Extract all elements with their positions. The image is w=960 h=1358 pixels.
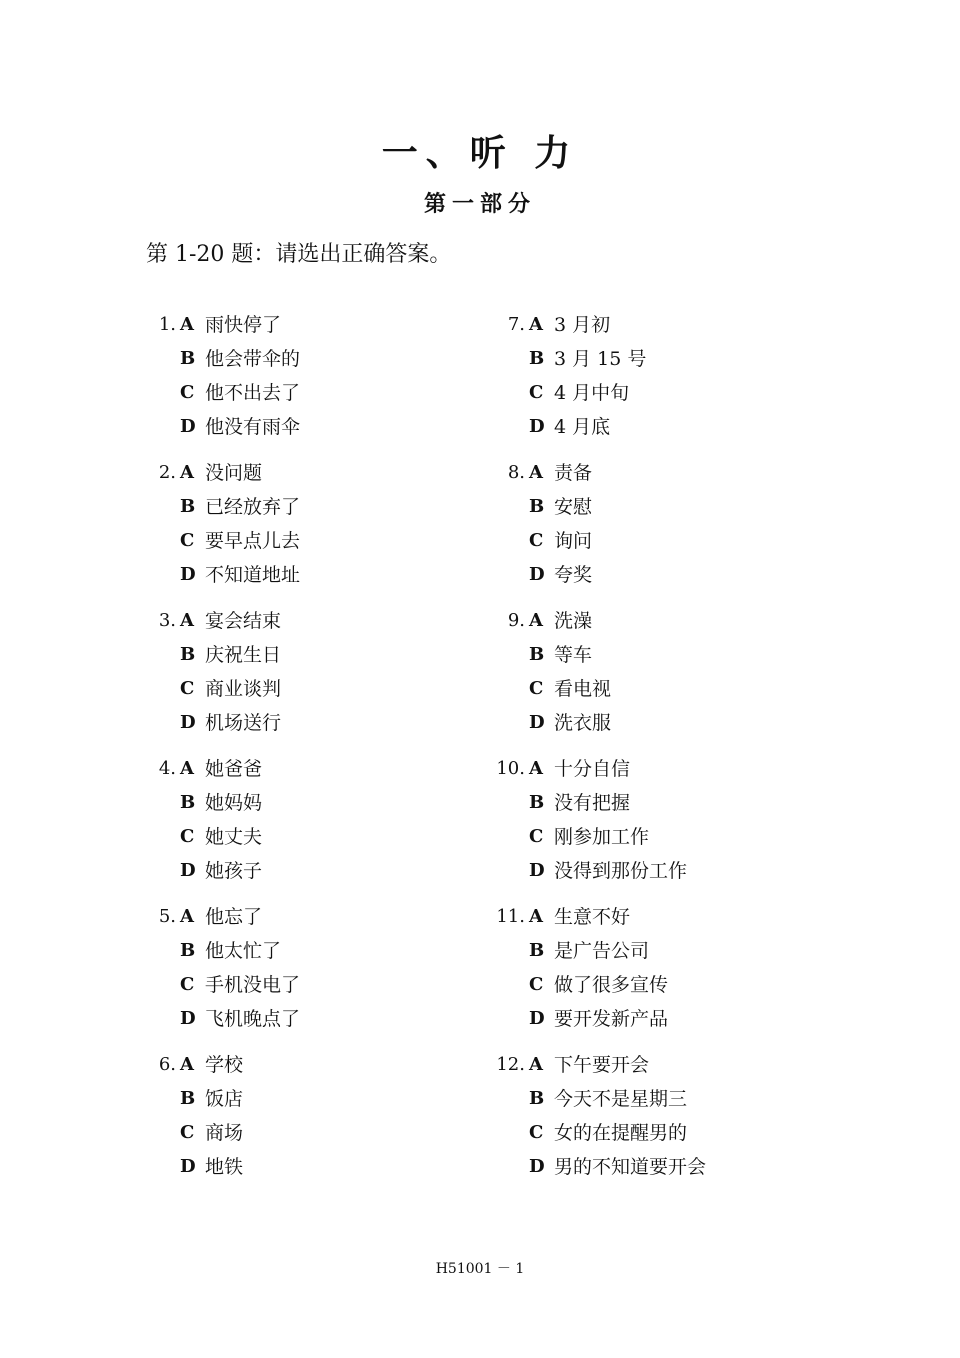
option-text: 他不出去了	[205, 382, 301, 404]
option-a[interactable]	[130, 900, 450, 934]
option-letter: C	[180, 974, 195, 995]
option-letter: D	[529, 1008, 545, 1029]
option-text: 地铁	[205, 1156, 244, 1178]
option-c[interactable]	[479, 376, 799, 410]
option-b[interactable]	[130, 934, 450, 968]
option-d[interactable]	[479, 410, 799, 444]
option-b[interactable]	[479, 638, 799, 672]
option-c[interactable]	[479, 968, 799, 1002]
option-d[interactable]	[130, 558, 450, 592]
questions-left-column	[130, 308, 450, 1196]
option-letter: C	[529, 826, 544, 847]
option-letter: C	[180, 826, 195, 847]
question-8	[479, 456, 799, 604]
option-a[interactable]	[479, 308, 799, 342]
option-c[interactable]	[130, 968, 450, 1002]
option-text: 没得到那份工作	[554, 860, 688, 882]
option-letter: C	[180, 530, 195, 551]
option-a[interactable]	[130, 604, 450, 638]
option-letter: B	[529, 1088, 545, 1109]
option-letter: D	[180, 564, 196, 585]
option-letter: B	[180, 496, 196, 517]
option-a[interactable]	[479, 1048, 799, 1082]
option-text: 洗澡	[554, 610, 593, 632]
option-letter: B	[180, 1088, 196, 1109]
option-text: 要开发新产品	[554, 1008, 669, 1030]
option-letter: B	[180, 644, 196, 665]
option-a[interactable]	[130, 456, 450, 490]
question-4	[130, 752, 450, 900]
option-a[interactable]	[479, 900, 799, 934]
option-d[interactable]	[130, 854, 450, 888]
option-d[interactable]	[479, 558, 799, 592]
option-a[interactable]	[130, 1048, 450, 1082]
option-letter: A	[180, 610, 194, 631]
option-letter: A	[180, 758, 194, 779]
option-d[interactable]	[130, 706, 450, 740]
option-letter: A	[180, 462, 194, 483]
option-text: 3 月 15 号	[554, 348, 647, 370]
option-text: 夸奖	[554, 564, 593, 586]
option-letter: B	[529, 940, 545, 961]
option-b[interactable]	[130, 786, 450, 820]
option-c[interactable]	[479, 820, 799, 854]
option-letter: B	[180, 348, 196, 369]
option-letter: D	[529, 564, 545, 585]
option-letter: C	[180, 382, 195, 403]
question-number: 2.	[158, 462, 176, 483]
option-d[interactable]	[479, 1150, 799, 1184]
option-letter: D	[529, 1156, 545, 1177]
option-text: 十分自信	[554, 758, 631, 780]
option-letter: B	[180, 792, 196, 813]
option-text: 已经放弃了	[205, 496, 301, 518]
question-number: 7.	[507, 314, 525, 335]
option-text: 饭店	[205, 1088, 244, 1110]
option-b[interactable]	[479, 934, 799, 968]
question-5	[130, 900, 450, 1048]
option-text: 机场送行	[205, 712, 282, 734]
question-number: 10.	[496, 758, 525, 779]
option-letter: A	[529, 1054, 543, 1075]
option-d[interactable]	[130, 410, 450, 444]
question-11	[479, 900, 799, 1048]
option-letter: B	[529, 792, 545, 813]
option-text: 女的在提醒男的	[554, 1122, 688, 1144]
option-d[interactable]	[130, 1002, 450, 1036]
question-number: 8.	[507, 462, 525, 483]
option-b[interactable]	[130, 342, 450, 376]
option-c[interactable]	[130, 820, 450, 854]
question-7	[479, 308, 799, 456]
option-text: 刚参加工作	[554, 826, 650, 848]
option-c[interactable]	[130, 376, 450, 410]
option-letter: B	[529, 496, 545, 517]
option-letter: C	[529, 382, 544, 403]
option-a[interactable]	[479, 604, 799, 638]
option-text: 庆祝生日	[205, 644, 282, 666]
option-text: 做了很多宣传	[554, 974, 669, 996]
option-d[interactable]	[479, 1002, 799, 1036]
option-text: 责备	[554, 462, 593, 484]
option-text: 生意不好	[554, 906, 631, 928]
option-text: 安慰	[554, 496, 593, 518]
option-b[interactable]	[479, 786, 799, 820]
option-text: 要早点儿去	[205, 530, 301, 552]
option-c[interactable]	[479, 672, 799, 706]
option-letter: A	[180, 314, 194, 335]
option-text: 没有把握	[554, 792, 631, 814]
option-b[interactable]	[479, 1082, 799, 1116]
question-number: 6.	[158, 1054, 176, 1075]
option-text: 洗衣服	[554, 712, 612, 734]
option-a[interactable]	[130, 308, 450, 342]
page-footer: H51001 － 1	[435, 1261, 525, 1277]
option-text: 今天不是星期三	[554, 1088, 688, 1110]
question-number: 12.	[496, 1054, 525, 1075]
option-b[interactable]	[479, 490, 799, 524]
question-number: 5.	[158, 906, 176, 927]
option-letter: D	[529, 712, 545, 733]
option-letter: D	[180, 712, 196, 733]
option-letter: C	[529, 678, 544, 699]
option-text: 他没有雨伞	[205, 416, 301, 438]
option-letter: C	[529, 974, 544, 995]
option-text: 等车	[554, 644, 593, 666]
instruction: 第 1-20 题：请选出正确答案。	[146, 242, 452, 267]
option-letter: B	[529, 644, 545, 665]
option-letter: A	[529, 610, 543, 631]
option-text: 手机没电了	[205, 974, 301, 996]
option-letter: A	[180, 906, 194, 927]
option-letter: C	[529, 1122, 544, 1143]
question-1	[130, 308, 450, 456]
option-text: 询问	[554, 530, 593, 552]
option-text: 他忘了	[205, 906, 263, 928]
question-10	[479, 752, 799, 900]
option-text: 4 月中旬	[554, 382, 630, 404]
question-9	[479, 604, 799, 752]
option-text: 商业谈判	[205, 678, 282, 700]
option-text: 宴会结束	[205, 610, 282, 632]
question-number: 4.	[158, 758, 176, 779]
option-text: 下午要开会	[554, 1054, 650, 1076]
option-c[interactable]	[130, 524, 450, 558]
option-c[interactable]	[479, 524, 799, 558]
option-text: 她爸爸	[205, 758, 263, 780]
option-c[interactable]	[130, 1116, 450, 1150]
option-d[interactable]	[479, 706, 799, 740]
option-text: 他太忙了	[205, 940, 282, 962]
option-b[interactable]	[130, 1082, 450, 1116]
part-title: 第一部分	[423, 191, 536, 217]
option-text: 是广告公司	[554, 940, 650, 962]
question-number: 1.	[158, 314, 176, 335]
option-text: 4 月底	[554, 416, 611, 438]
question-6	[130, 1048, 450, 1196]
option-c[interactable]	[130, 672, 450, 706]
section-title: 一、听 力	[381, 132, 579, 174]
option-letter: A	[529, 462, 543, 483]
option-text: 他会带伞的	[205, 348, 301, 370]
option-c[interactable]	[479, 1116, 799, 1150]
option-letter: D	[180, 860, 196, 881]
option-letter: D	[180, 1156, 196, 1177]
option-b[interactable]	[130, 490, 450, 524]
option-text: 商场	[205, 1122, 244, 1144]
option-a[interactable]	[130, 752, 450, 786]
option-text: 男的不知道要开会	[554, 1156, 707, 1178]
question-3	[130, 604, 450, 752]
option-letter: C	[180, 678, 195, 699]
option-text: 没问题	[205, 462, 263, 484]
option-letter: A	[180, 1054, 194, 1075]
option-letter: A	[529, 906, 543, 927]
option-text: 飞机晚点了	[205, 1008, 301, 1030]
option-text: 她孩子	[205, 860, 263, 882]
option-letter: D	[529, 416, 545, 437]
question-number: 11.	[496, 906, 525, 927]
option-letter: B	[529, 348, 545, 369]
question-number: 3.	[158, 610, 176, 631]
option-b[interactable]	[479, 342, 799, 376]
option-letter: A	[529, 758, 543, 779]
option-text: 3 月初	[554, 314, 611, 336]
option-letter: D	[180, 416, 196, 437]
option-letter: C	[180, 1122, 195, 1143]
option-text: 不知道地址	[205, 564, 301, 586]
question-number: 9.	[507, 610, 525, 631]
option-d[interactable]	[479, 854, 799, 888]
option-text: 雨快停了	[205, 314, 282, 336]
option-text: 看电视	[554, 678, 612, 700]
option-letter: C	[529, 530, 544, 551]
option-b[interactable]	[130, 638, 450, 672]
option-letter: D	[529, 860, 545, 881]
question-12	[479, 1048, 799, 1196]
questions-right-column	[479, 308, 799, 1196]
option-d[interactable]	[130, 1150, 450, 1184]
option-letter: A	[529, 314, 543, 335]
option-text: 学校	[205, 1054, 244, 1076]
question-2	[130, 456, 450, 604]
option-a[interactable]	[479, 752, 799, 786]
option-text: 她妈妈	[205, 792, 263, 814]
option-letter: B	[180, 940, 196, 961]
option-a[interactable]	[479, 456, 799, 490]
option-text: 她丈夫	[205, 826, 263, 848]
option-letter: D	[180, 1008, 196, 1029]
